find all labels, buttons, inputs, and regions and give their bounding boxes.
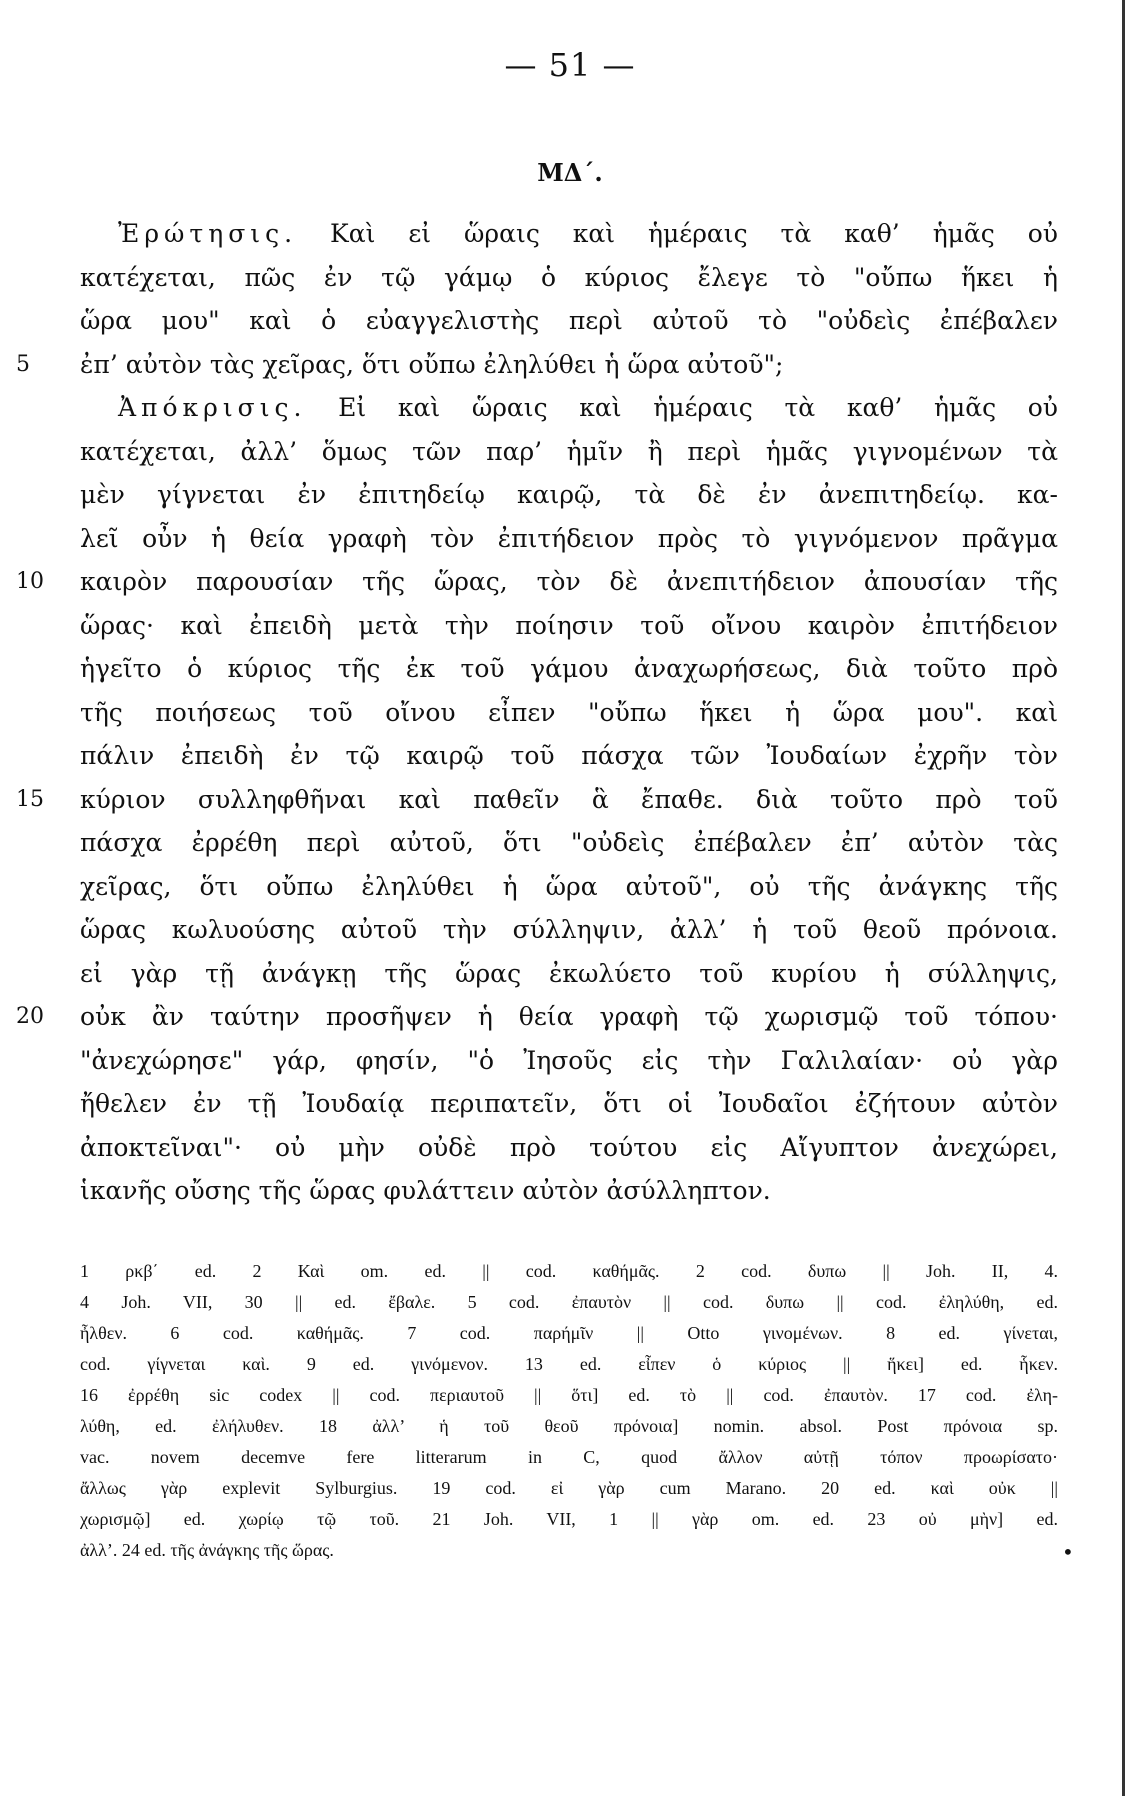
line-text: Καὶ εἰ ὥραις καὶ ἡμέραις τὰ καθ’ ἡμᾶς οὐ xyxy=(330,219,1059,248)
line-text: "ἀνεχώρησε" γάρ, φησίν, "ὁ Ἰησοῦς εἰς τὴν Γαλιλαίαν· οὐ γὰρ xyxy=(80,1045,1058,1075)
line-text: ἀποκτεῖναι"· οὐ μὴν οὐδὲ πρὸ τούτου εἰς Αἴγυπτον ἀνεχώρει, xyxy=(80,1132,1058,1162)
text-line xyxy=(58,952,1058,996)
text-line xyxy=(16,778,1058,822)
footnote-line: χωρισμῷ] ed. χωρίῳ τῷ τοῦ. 21 Joh. VII, 1 || γὰρ om. ed. 23 οὐ μὴν] ed. xyxy=(80,1509,1058,1529)
line-number: 10 xyxy=(16,569,44,594)
line-text: μὲν γίγνεται ἐν ἐπιτηδείῳ καιρῷ, τὰ δὲ ἐν ἀνεπιτηδείῳ. κα- xyxy=(80,480,1058,509)
footnote-line: 1 ρκβ΄ ed. 2 Καὶ om. ed. || cod. καθήμᾶς. 2 cod. δυπω || Joh. II, 4. xyxy=(80,1261,1058,1281)
text-line xyxy=(58,299,1058,343)
page-number: — 51 — xyxy=(504,46,636,84)
text-line xyxy=(58,821,1058,865)
line-text: ἐπ’ αὐτὸν τὰς χεῖρας, ὅτι οὔπω ἐληλύθει ἡ ὥρα αὐτοῦ"; xyxy=(80,349,784,379)
text-line xyxy=(58,386,1058,430)
text-line xyxy=(58,865,1058,909)
answer-label: Ἀπόκρισις. xyxy=(118,393,307,422)
question-label: Ἐρώτησις. xyxy=(118,219,298,248)
line-text: εἰ γὰρ τῇ ἀνάγκῃ τῆς ὥρας ἐκωλύετο τοῦ κυρίου ἡ σύλληψις, xyxy=(80,958,1058,988)
line-text: Εἰ καὶ ὥραις καὶ ἡμέραις τὰ καθ’ ἡμᾶς οὐ xyxy=(338,393,1059,422)
footnote-line: 4 Joh. VII, 30 || ed. ἔβαλε. 5 cod. ἐπαυτὸν || cod. δυπω || cod. ἐληλύθη, ed. xyxy=(80,1292,1058,1312)
line-number: 5 xyxy=(16,351,30,377)
line-number: 20 xyxy=(16,1004,44,1029)
text-line xyxy=(58,517,1058,561)
text-line xyxy=(16,995,1058,1039)
line-text: λεῖ οὖν ἡ θεία γραφὴ τὸν ἐπιτήδειον πρὸς τὸ γιγνόμενον πρᾶγμα xyxy=(80,523,1058,553)
line-text: τῆς ποιήσεως τοῦ οἴνου εἶπεν "οὔπω ἥκει ἡ ὥρα μου". καὶ xyxy=(80,697,1058,727)
line-text: ὥρας κωλυούσης αὐτοῦ τὴν σύλληψιν, ἀλλ’ ἡ τοῦ θεοῦ πρόνοια. xyxy=(80,915,1058,944)
page-edge-rule xyxy=(1122,0,1125,1796)
footnote-line: ἀλλ’. 24 ed. τῆς ἀνάγκης τῆς ὥρας. xyxy=(80,1540,334,1560)
line-text: ἤθελεν ἐν τῇ Ἰουδαίᾳ περιπατεῖν, ὅτι οἱ Ἰουδαῖοι ἐζήτουν αὐτὸν xyxy=(80,1089,1058,1118)
line-text: ὥρα μου" καὶ ὁ εὐαγγελιστὴς περὶ αὐτοῦ τὸ "οὐδεὶς ἐπέβαλεν xyxy=(80,306,1058,335)
text-line xyxy=(58,908,1058,952)
text-line xyxy=(58,604,1058,648)
footnote-line: 16 ἐρρέθη sic codex || cod. περιαυτοῦ || ὅτι] ed. τὸ || cod. ἐπαυτὸν. 17 cod. ἐλη- xyxy=(80,1385,1058,1405)
text-line xyxy=(16,560,1058,604)
line-text: οὐκ ἂν ταύτην προσῆψεν ἡ θεία γραφὴ τῷ χωρισμῷ τοῦ τόπου· xyxy=(80,1002,1058,1031)
footnote-line: cod. γίγνεται καὶ. 9 ed. γινόμενον. 13 ed. εἶπεν ὁ κύριος || ἥκει] ed. ἧκεν. xyxy=(80,1354,1058,1374)
line-text: ἱκανῆς οὔσης τῆς ὥρας φυλάττειν αὐτὸν ἀσύλληπτον. xyxy=(80,1176,771,1205)
footnotes xyxy=(58,1256,1058,1566)
text-line xyxy=(58,647,1058,691)
text-line xyxy=(58,212,1058,256)
text-line xyxy=(58,430,1058,474)
line-text: καιρὸν παρουσίαν τῆς ὥρας, τὸν δὲ ἀνεπιτήδειον ἀπουσίαν τῆς xyxy=(80,567,1058,596)
text-line xyxy=(58,1169,1058,1213)
text-line xyxy=(58,473,1058,517)
text-line xyxy=(16,343,1058,387)
text-line xyxy=(58,691,1058,735)
text-line xyxy=(58,1039,1058,1083)
line-text: ἡγεῖτο ὁ κύριος τῆς ἐκ τοῦ γάμου ἀναχωρήσεως, διὰ τοῦτο πρὸ xyxy=(80,654,1058,683)
text-line xyxy=(58,1126,1058,1170)
text-line xyxy=(58,256,1058,300)
line-text: πάλιν ἐπειδὴ ἐν τῷ καιρῷ τοῦ πάσχα τῶν Ἰουδαίων ἐχρῆν τὸν xyxy=(80,741,1058,770)
line-text: χεῖρας, ὅτι οὔπω ἐληλύθει ἡ ὥρα αὐτοῦ", οὐ τῆς ἀνάγκης τῆς xyxy=(80,871,1058,901)
line-text: πάσχα ἐρρέθη περὶ αὐτοῦ, ὅτι "οὐδεὶς ἐπέβαλεν ἐπ’ αὐτὸν τὰς xyxy=(80,828,1058,857)
section-heading: ΜΔ΄. xyxy=(537,158,603,187)
line-text: κύριον συλληφθῆναι καὶ παθεῖν ἃ ἔπαθε. διὰ τοῦτο πρὸ τοῦ xyxy=(80,784,1058,814)
footnote-line: λύθη, ed. ἐλήλυθεν. 18 ἀλλ’ ἡ τοῦ θεοῦ πρόνοια] nomin. absol. Post πρόνοια sp. xyxy=(80,1416,1058,1436)
line-text: κατέχεται, πῶς ἐν τῷ γάμῳ ὁ κύριος ἔλεγε τὸ "οὔπω ἥκει ἡ xyxy=(80,262,1058,292)
footnote-line: ἦλθεν. 6 cod. καθήμᾶς. 7 cod. παρήμῖν || Otto γινομένων. 8 ed. γίνεται, xyxy=(80,1323,1058,1343)
line-text: ὥρας· καὶ ἐπειδὴ μετὰ τὴν ποίησιν τοῦ οἴνου καιρὸν ἐπιτήδειον xyxy=(80,610,1058,640)
footnote-line: vac. novem decemve fere litterarum in C, quod ἄλλον αὐτῇ τόπον προωρίσατο· xyxy=(80,1447,1058,1467)
line-text: κατέχεται, ἀλλ’ ὅμως τῶν παρ’ ἡμῖν ἢ περὶ ἡμᾶς γιγνομένων τὰ xyxy=(80,436,1058,466)
line-number: 15 xyxy=(16,786,44,812)
text-line xyxy=(58,734,1058,778)
main-text xyxy=(16,212,1059,1213)
text-line xyxy=(58,1082,1058,1126)
footnote-line: ἄλλως γὰρ explevit Sylburgius. 19 cod. εἰ γὰρ cum Marano. 20 ed. καὶ οὐκ || xyxy=(80,1478,1058,1498)
marginal-mark: • xyxy=(1062,1540,1074,1564)
